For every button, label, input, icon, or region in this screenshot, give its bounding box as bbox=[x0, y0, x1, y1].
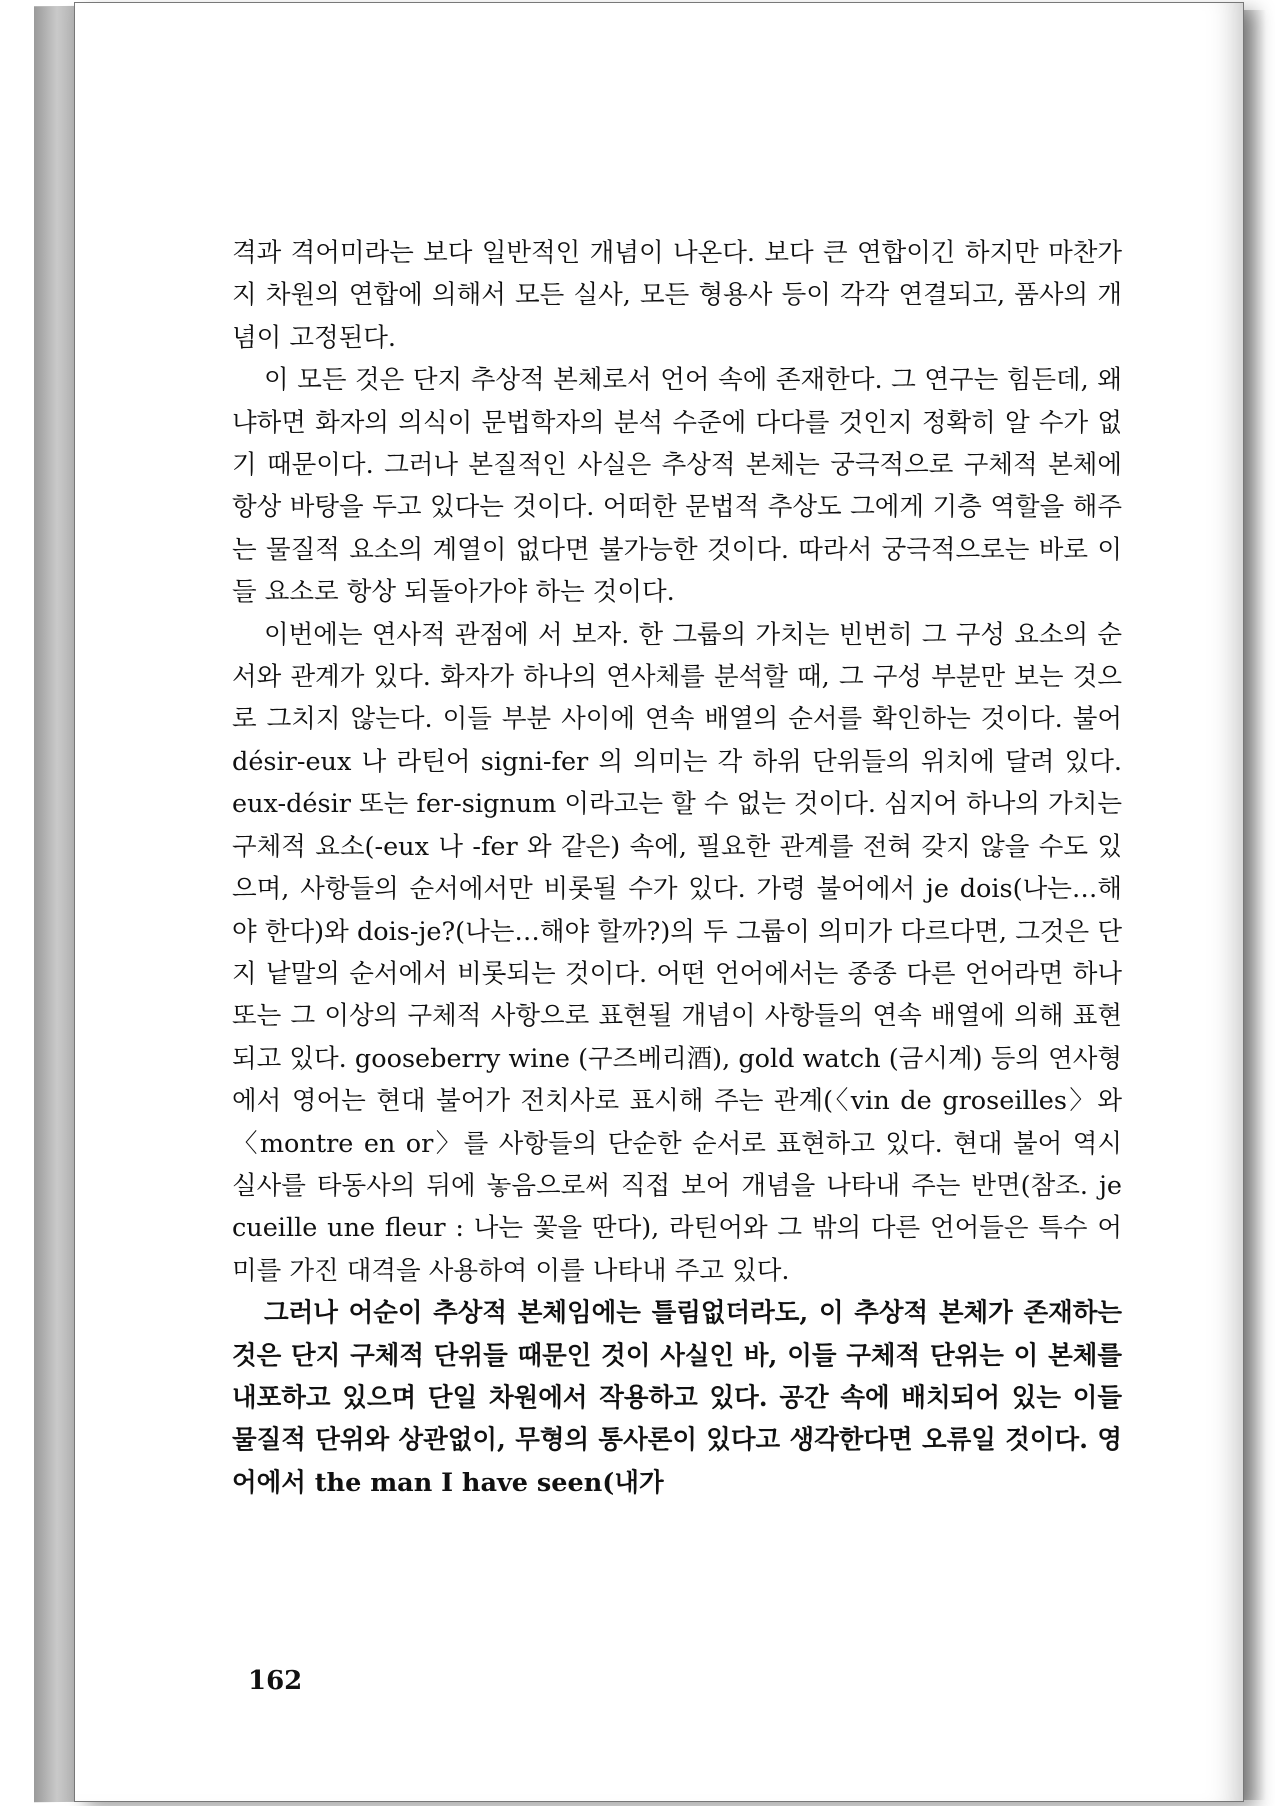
paragraph-1: 격과 격어미라는 보다 일반적인 개념이 나온다. 보다 큰 연합이긴 하지만 마찬가지 차원의 연합에 의해서 모든 실사, 모든 형용사 등이 각각 연결되고, 품사의 개념이 고정된다. bbox=[232, 238, 1122, 353]
page-number: 162 bbox=[248, 1666, 303, 1696]
book-spine bbox=[34, 6, 77, 1802]
page-edge-shadow bbox=[1244, 10, 1266, 1800]
paragraph-2: 이 모든 것은 단지 추상적 본체로서 언어 속에 존재한다. 그 연구는 힘든데, 왜냐하면 화자의 의식이 문법학자의 분석 수준에 다다를 것인지 정확히 알 수가 없기 때문이다. 그러나 본질적인 사실은 추상적 본체는 궁극적으로 구체적 본체에 항상 바탕을 두고 있다는 것이다. 어떠한 문법적 추상도 그에게 기층 역할을 해주는 물질적 요소의 계열이 없다면 불가능한 것이다. 따라서 궁극적으로는 바로 이들 요소로 항상 되돌아가야 하는 것이다. bbox=[232, 365, 1122, 608]
paragraph-3: 이번에는 연사적 관점에 서 보자. 한 그룹의 가치는 빈번히 그 구성 요소의 순서와 관계가 있다. 화자가 하나의 연사체를 분석할 때, 그 구성 부분만 보는 것으로 그치지 않는다. 이들 부분 사이에 연속 배열의 순서를 확인하는 것이다. 불어 désir-eux 나 라틴어 signi-fer 의 의미는 각 하위 단위들의 위치에 달려 있다. eux-désir 또는 fer-signum 이라고는 할 수 없는 것이다. 심지어 하나의 가치는 구체적 요소(-eux 나 -fer 와 같은) 속에, 필요한 관계를 전혀 갖지 않을 수도 있으며, 사항들의 순서에서만 비롯될 수가 있다. 가령 불어에서 je dois(나는…해야 한다)와 dois-je?(나는…해야 할까?)의 두 그룹이 의미가 다르다면, 그것은 단지 낱말의 순서에서 비롯되는 것이다. 어떤 언어에서는 종종 다른 언어라면 하나 또는 그 이상의 구체적 사항으로 표현될 개념이 사항들의 연속 배열에 의해 표현되고 있다. gooseberry wine (구즈베리酒), gold watch (금시계) 등의 연사형에서 영어는 현대 불어가 전치사로 표시해 주는 관계(〈vin de groseilles〉와 〈montre en or〉를 사항들의 단순한 순서로 표현하고 있다. 현대 불어 역시 실사를 타동사의 뒤에 놓음으로써 직접 보어 개념을 나타내 주는 반면(참조. je cueille une fleur : 나는 꽃을 딴다), 라틴어와 그 밖의 다른 언어들은 특수 어미를 가진 대격을 사용하여 이를 나타내 주고 있다. bbox=[232, 619, 1122, 1286]
paragraph-4: 그러나 어순이 추상적 본체임에는 틀림없더라도, 이 추상적 본체가 존재하는 것은 단지 구체적 단위들 때문인 것이 사실인 바, 이들 구체적 단위는 이 본체를 내포하고 있으며 단일 차원에서 작용하고 있다. 공간 속에 배치되어 있는 이들 물질적 단위와 상관없이, 무형의 통사론이 있다고 생각한다면 오류일 것이다. 영어에서 the man I have seen(내가 bbox=[232, 1298, 1122, 1498]
body-text bbox=[232, 232, 1122, 1504]
